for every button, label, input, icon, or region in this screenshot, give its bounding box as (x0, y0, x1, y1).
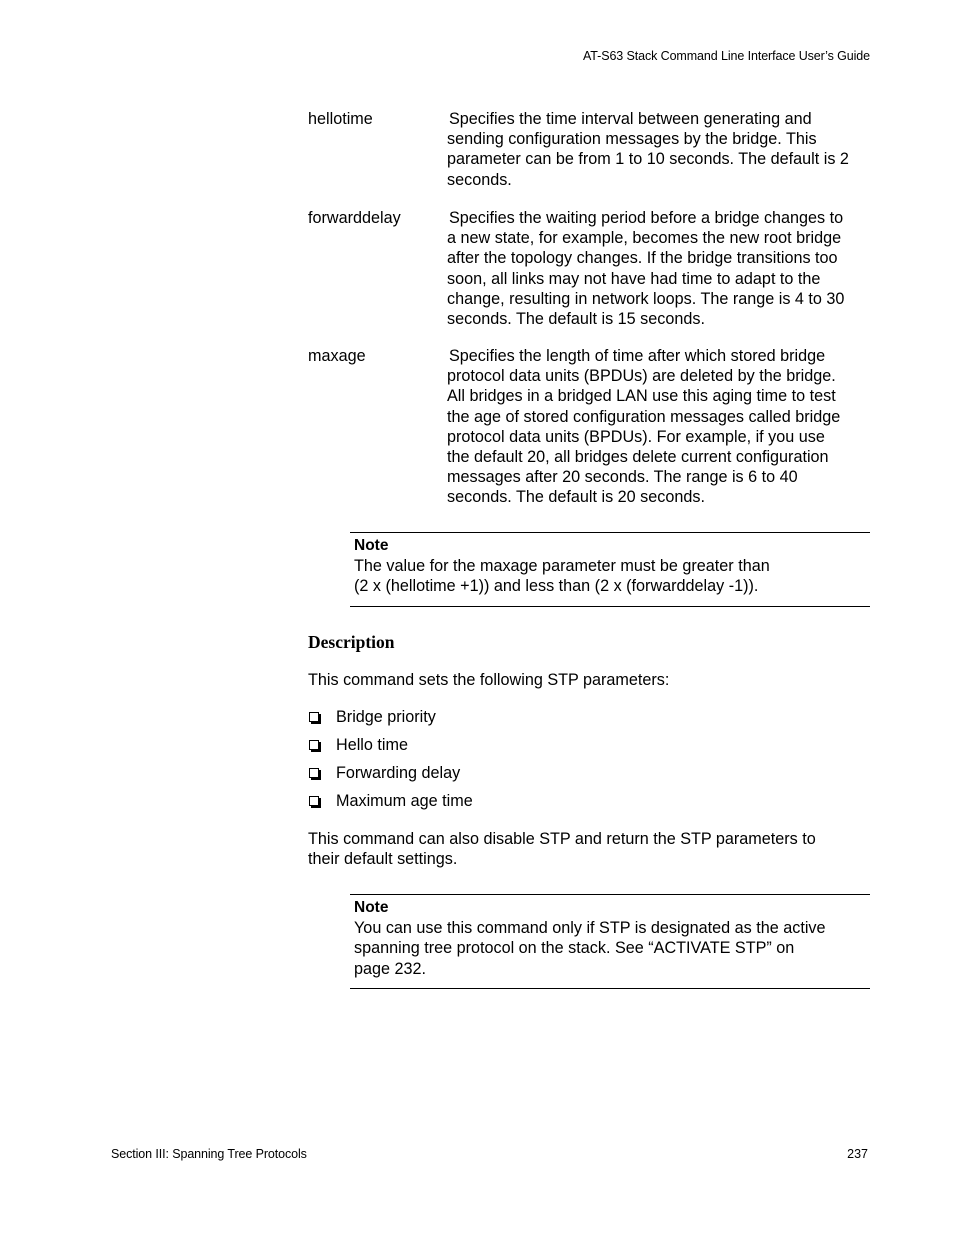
page-number: 237 (847, 1147, 868, 1161)
note-title: Note (354, 537, 389, 554)
param-name: maxage (308, 347, 366, 365)
checkbox-bullet-icon (309, 712, 319, 722)
param-name: hellotime (308, 110, 373, 128)
list-item: Hello time (308, 735, 473, 763)
stp-parameter-list (308, 707, 473, 819)
param-description: Specifies the length of time after which stored bridge protocol data units (BPDUs) are deleted by the bridge. All bridges in a bridged LAN use this aging time to test the age of stored configuration messages called bridge protocol data units (BPDUs). For example, if you use the default 20, all bridges delete current configuration messages after 20 seconds. The range is 6 to 40 seconds. The default is 20 seconds. (447, 347, 841, 507)
note-text: The value for the maxage parameter must be greater than (354, 557, 770, 576)
note-title: Note (354, 899, 389, 916)
checkbox-bullet-icon (309, 768, 319, 778)
description-paragraph: This command can also disable STP and return the STP parameters to their default settings. (308, 830, 816, 869)
note-text: (2 x (hellotime +1)) and less than (2 x (forwarddelay -1)). (354, 577, 759, 596)
note-box-maxage (350, 532, 870, 607)
list-item: Maximum age time (308, 791, 473, 819)
checkbox-bullet-icon (309, 796, 319, 806)
footer-section: Section III: Spanning Tree Protocols (111, 1147, 307, 1161)
checkbox-bullet-icon (309, 740, 319, 750)
note-box-stp-active (350, 894, 870, 989)
param-name: forwarddelay (308, 209, 401, 227)
description-intro: This command sets the following STP parameters: (308, 671, 670, 689)
list-item: Bridge priority (308, 707, 473, 735)
running-header: AT-S63 Stack Command Line Interface User’s Guide (582, 49, 870, 63)
note-text: spanning tree protocol on the stack. See “ACTIVATE STP” on (354, 939, 795, 958)
note-text: page 232. (354, 959, 427, 978)
param-description: Specifies the time interval between generating and sending configuration messages by the bridge. This parameter can be from 1 to 10 seconds. The default is 2 seconds. (447, 110, 849, 189)
note-text: You can use this command only if STP is designated as the active (354, 919, 826, 938)
section-heading-description: Description (308, 632, 395, 652)
param-description: Specifies the waiting period before a bridge changes to a new state, for example, becomes the new root bridge after the topology changes. If the bridge transitions too soon, all links may not have had time to adapt to the change, resulting in network loops. The range is 4 to 30 seconds. The default is 15 seconds. (447, 209, 845, 329)
list-item: Forwarding delay (308, 763, 473, 791)
